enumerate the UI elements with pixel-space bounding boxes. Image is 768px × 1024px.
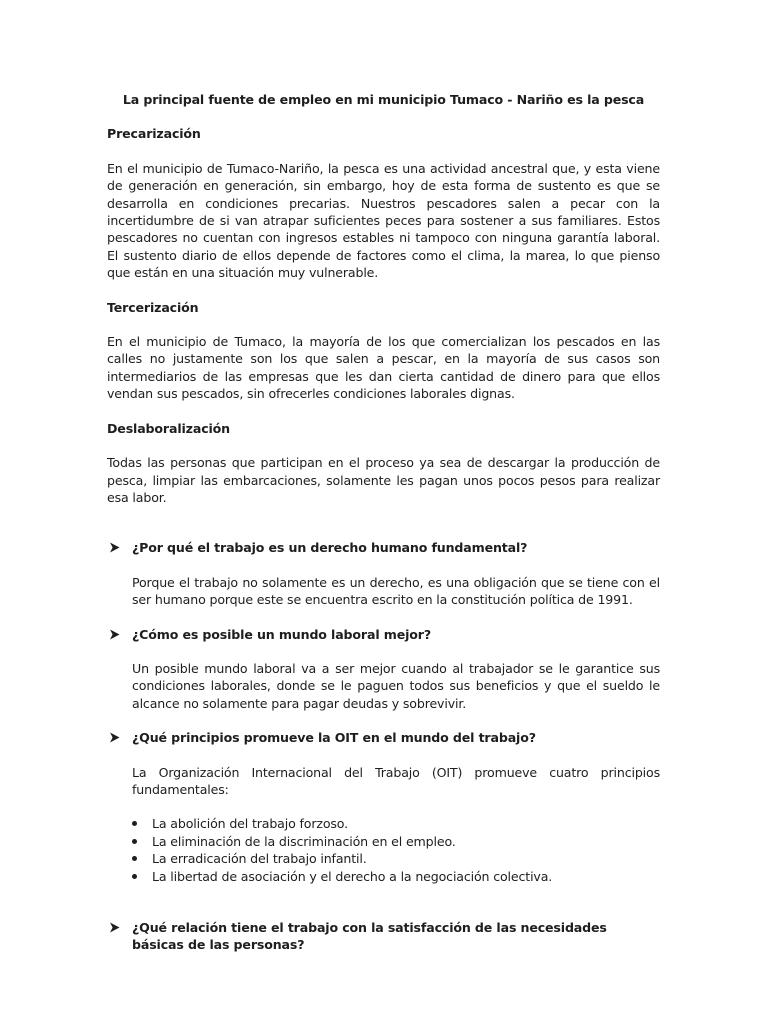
document-title: La principal fuente de empleo en mi municipio Tumaco - Nariño es la pesca	[122, 92, 645, 107]
question-row	[132, 626, 660, 643]
question-block	[107, 729, 660, 885]
section-heading-tercerizacion: Tercerización	[107, 299, 199, 315]
list-item-text: La abolición del trabajo forzoso.	[152, 816, 348, 832]
question-block	[107, 919, 660, 954]
question-row	[132, 539, 660, 556]
question-text: ¿Cómo es posible un mundo laboral mejor?	[132, 626, 431, 642]
section-heading-deslaboralizacion: Deslaboralización	[107, 420, 230, 436]
dot-bullet-icon	[132, 874, 137, 879]
section-heading-precarizacion: Precarización	[107, 126, 201, 142]
list-item-text: La erradicación del trabajo infantil.	[152, 851, 367, 867]
question-row	[132, 919, 660, 954]
principles-list	[132, 815, 660, 885]
list-item	[152, 815, 660, 832]
arrow-bullet-icon	[109, 922, 120, 933]
list-item-text: La eliminación de la discriminación en el empleo.	[152, 833, 456, 849]
arrow-bullet-icon	[109, 542, 120, 553]
answer-text: La Organización Internacional del Trabajo (OIT) promueve cuatro principios fundamentales:	[132, 764, 660, 797]
arrow-bullet-icon	[109, 629, 120, 640]
list-item	[152, 850, 660, 867]
dot-bullet-icon	[132, 839, 137, 844]
arrow-bullet-icon	[109, 732, 120, 743]
question-text: ¿Qué relación tiene el trabajo con la satisfacción de las necesidades básicas de las personas?	[132, 920, 607, 953]
spacer	[107, 523, 660, 539]
answer-text: Un posible mundo laboral va a ser mejor cuando al trabajador se le garantice sus condiciones laborales, donde se le paguen todos sus beneficios y que el sueldo le alcance no solamente para pagar deudas y sobrevivir.	[132, 660, 660, 711]
question-row	[132, 729, 660, 746]
document-content	[107, 91, 660, 971]
answer-text: Porque el trabajo no solamente es un derecho, es una obligación que se tiene con el ser humano porque este se encuentra escrito en la constitución política de 1991.	[132, 574, 660, 608]
list-item	[152, 833, 660, 850]
section-paragraph-deslaboralizacion: Todas las personas que participan en el proceso ya sea de descargar la producción de pesca, limpiar las embarcaciones, solamente les pagan unos pocos pesos para realizar esa labor.	[107, 455, 660, 505]
list-item-text: La libertad de asociación y el derecho a la negociación colectiva.	[152, 868, 553, 884]
dot-bullet-icon	[132, 856, 137, 861]
question-block	[107, 539, 660, 608]
question-block	[107, 626, 660, 713]
list-item	[152, 868, 660, 885]
question-text: ¿Por qué el trabajo es un derecho humano fundamental?	[132, 540, 528, 556]
question-text: ¿Qué principios promueve la OIT en el mundo del trabajo?	[132, 730, 536, 746]
section-paragraph-tercerizacion: En el municipio de Tumaco, la mayoría de los que comercializan los pescados en las calles no justamente son los que salen a pescar, en la mayoría de sus casos son intermediarios de las empresas que les dan cierta cantidad de dinero para que ellos vendan sus pescados, sin ofrecerles condiciones laborales dignas.	[107, 334, 660, 402]
section-paragraph-precarizacion: En el municipio de Tumaco-Nariño, la pesca es una actividad ancestral que, y esta viene de generación en generación, sin embargo, hoy de esta forma de sustento es que se desarrolla en condiciones precarias. Nuestros pescadores salen a pecar con la incertidumbre de si van atrapar suficientes peces para sostener a sus familiares. Estos pescadores no cuentan con ingresos estables ni tampoco con ninguna garantía laboral. El sustento diario de ellos depende de factores como el clima, la marea, lo que pienso que están en una situación muy vulnerable.	[107, 160, 660, 281]
dot-bullet-icon	[132, 821, 137, 826]
